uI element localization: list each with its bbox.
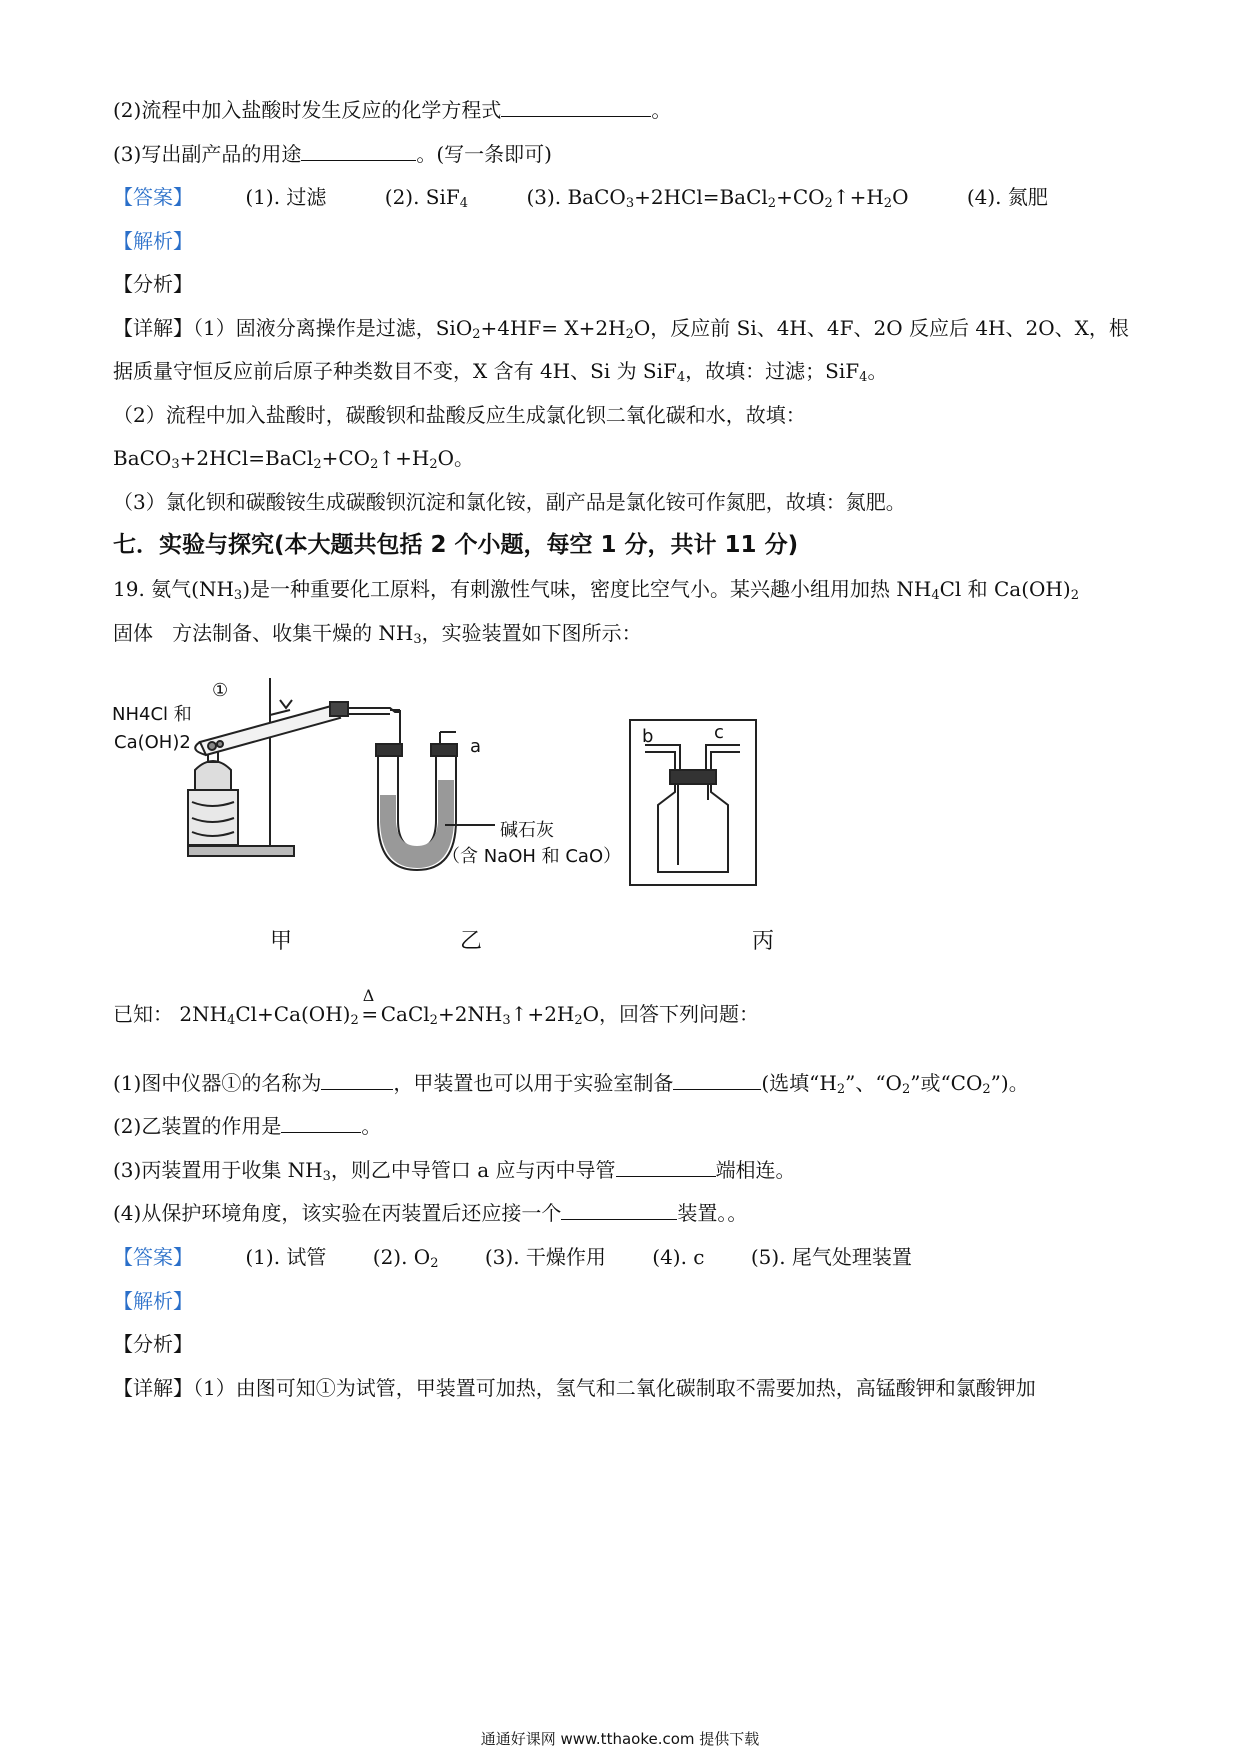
q18-answer-3: (3). $BaCO_3+2HCl=BaCl_2+CO_2↑+H_2O$ bbox=[526, 185, 909, 211]
q18-fenxi-line bbox=[113, 270, 193, 298]
q19-part1: (1)图中仪器①的名称为 ，甲装置也可以用于实验室制备 (选填“$H_2$”、“$O_2$”或“$CO_2$”)。 bbox=[113, 1071, 1029, 1097]
q18-detail-line3: （2）流程中加入盐酸时，碳酸钡和盐酸反应生成氯化钡二氧化碳和水，故填： bbox=[113, 403, 806, 427]
q19-answer-5: (5). 尾气处理装置 bbox=[750, 1245, 912, 1269]
answer-blank bbox=[616, 1156, 716, 1177]
reagent-label-2: Ca(OH)2 bbox=[114, 732, 191, 753]
answer-blank bbox=[561, 1199, 677, 1220]
answer-blank bbox=[501, 96, 651, 117]
q19-known-equation: 已知： $2NH_4Cl+Ca(OH)_2$ Δ = $CaCl_2+2NH_3↑+2H_2O$，回答下列问题： bbox=[113, 986, 760, 1028]
answer-blank bbox=[301, 140, 416, 161]
tube-b-label: b bbox=[642, 726, 654, 747]
q19-fenxi-line bbox=[113, 1330, 193, 1358]
soda-lime-label: 碱石灰 bbox=[500, 820, 554, 841]
answer-tag: 【答案】 bbox=[113, 1245, 193, 1269]
fenxi-tag: 【分析】 bbox=[113, 272, 193, 296]
answer-blank bbox=[673, 1069, 761, 1090]
q18-part3: (3)写出副产品的用途 。(写一条即可) bbox=[113, 142, 552, 166]
q18-part3-text: (3)写出副产品的用途 bbox=[113, 142, 302, 166]
answer-tag: 【答案】 bbox=[113, 185, 193, 209]
q18-part2: (2)流程中加入盐酸时发生反应的化学方程式 。 bbox=[113, 98, 672, 122]
q19-answer-4: (4). c bbox=[652, 1245, 705, 1269]
circle-one-label: ① bbox=[212, 680, 229, 701]
q19-part2: (2)乙装置的作用是 。 bbox=[113, 1114, 382, 1138]
tube-c-label: c bbox=[714, 722, 724, 743]
page-footer: 通通好课网 www.tthaoke.com 提供下载 bbox=[480, 1730, 760, 1748]
caption-bing: 丙 bbox=[752, 929, 775, 954]
q19-answer-line bbox=[113, 1243, 912, 1271]
tube-a-label: a bbox=[470, 736, 482, 757]
q18-answer-1: (1). 过滤 bbox=[245, 185, 327, 209]
apparatus-figure bbox=[100, 670, 860, 900]
reagent-label-1: NH4Cl 和 bbox=[112, 704, 192, 725]
q18-part2-text: (2)流程中加入盐酸时发生反应的化学方程式 bbox=[113, 98, 502, 122]
detail-tag: 【详解】 bbox=[113, 1376, 193, 1400]
q19-answer-1: (1). 试管 bbox=[245, 1245, 327, 1269]
section-title: 七．实验与探究(本大题共包括 2 个小题，每空 1 分，共计 11 分) bbox=[113, 532, 799, 558]
q19-part3: (3)丙装置用于收集 $NH_3$，则乙中导管口 a 应与丙中导管 端相连。 bbox=[113, 1158, 796, 1184]
q19-detail-line1: 【详解】（1）由图可知①为试管，甲装置可加热，氢气和二氧化碳制取不需要加热，高锰酸钾和氯酸钾加 bbox=[113, 1376, 1036, 1400]
soda-lime-note: （含 NaOH 和 CaO） bbox=[442, 846, 622, 867]
q18-answer-line bbox=[113, 183, 1048, 211]
q18-analysis-line bbox=[113, 227, 193, 255]
q19-answer-2: (2). $O_2$ bbox=[372, 1245, 439, 1271]
fenxi-tag: 【分析】 bbox=[113, 1332, 193, 1356]
q19-part4: (4)从保护环境角度，该实验在丙装置后还应接一个 装置。。 bbox=[113, 1201, 748, 1225]
analysis-tag: 【解析】 bbox=[113, 1289, 193, 1313]
q19-answer-3: (3). 干燥作用 bbox=[484, 1245, 606, 1269]
heat-equals-symbol: Δ = bbox=[361, 986, 379, 1026]
q18-answer-2: (2). SiF$_4$ bbox=[384, 185, 469, 211]
q18-detail-line1: 【详解】（1）固液分离操作是过滤，$SiO_2+4HF= X+2H_2O$，反应前 Si、4H、4F、2O 反应后 4H、2O、X，根 bbox=[113, 316, 1129, 342]
detail-tag: 【详解】 bbox=[113, 316, 193, 340]
analysis-tag: 【解析】 bbox=[113, 229, 193, 253]
q18-answer-4: (4). 氮肥 bbox=[966, 185, 1048, 209]
q19-intro-line1: 19. 氨气$(NH_3)$是一种重要化工原料，有刺激性气味，密度比空气小。某兴趣小组用加热 $NH_4Cl$ 和 $Ca(OH)_2$ bbox=[113, 577, 1079, 603]
q19-intro-line2: 固体 方法制备、收集干燥的 $NH_3$，实验装置如下图所示： bbox=[113, 621, 642, 647]
caption-jia: 甲 bbox=[270, 929, 293, 954]
q18-detail-line2: 据质量守恒反应前后原子种类数目不变，X 含有 4H、Si 为 SiF$_4$，故填：过滤；SiF$_4$。 bbox=[113, 359, 888, 385]
apparatus-jia bbox=[188, 678, 400, 856]
q18-detail-line5: （3）氯化钡和碳酸铵生成碳酸钡沉淀和氯化铵，副产品是氯化铵可作氮肥，故填：氮肥。 bbox=[113, 490, 906, 514]
answer-blank bbox=[281, 1112, 361, 1133]
q18-detail-line4: $BaCO_3+2HCl=BaCl_2+CO_2↑+H_2O$。 bbox=[113, 446, 474, 472]
caption-yi: 乙 bbox=[460, 929, 483, 954]
q19-analysis-line bbox=[113, 1287, 193, 1315]
answer-blank bbox=[321, 1069, 393, 1090]
